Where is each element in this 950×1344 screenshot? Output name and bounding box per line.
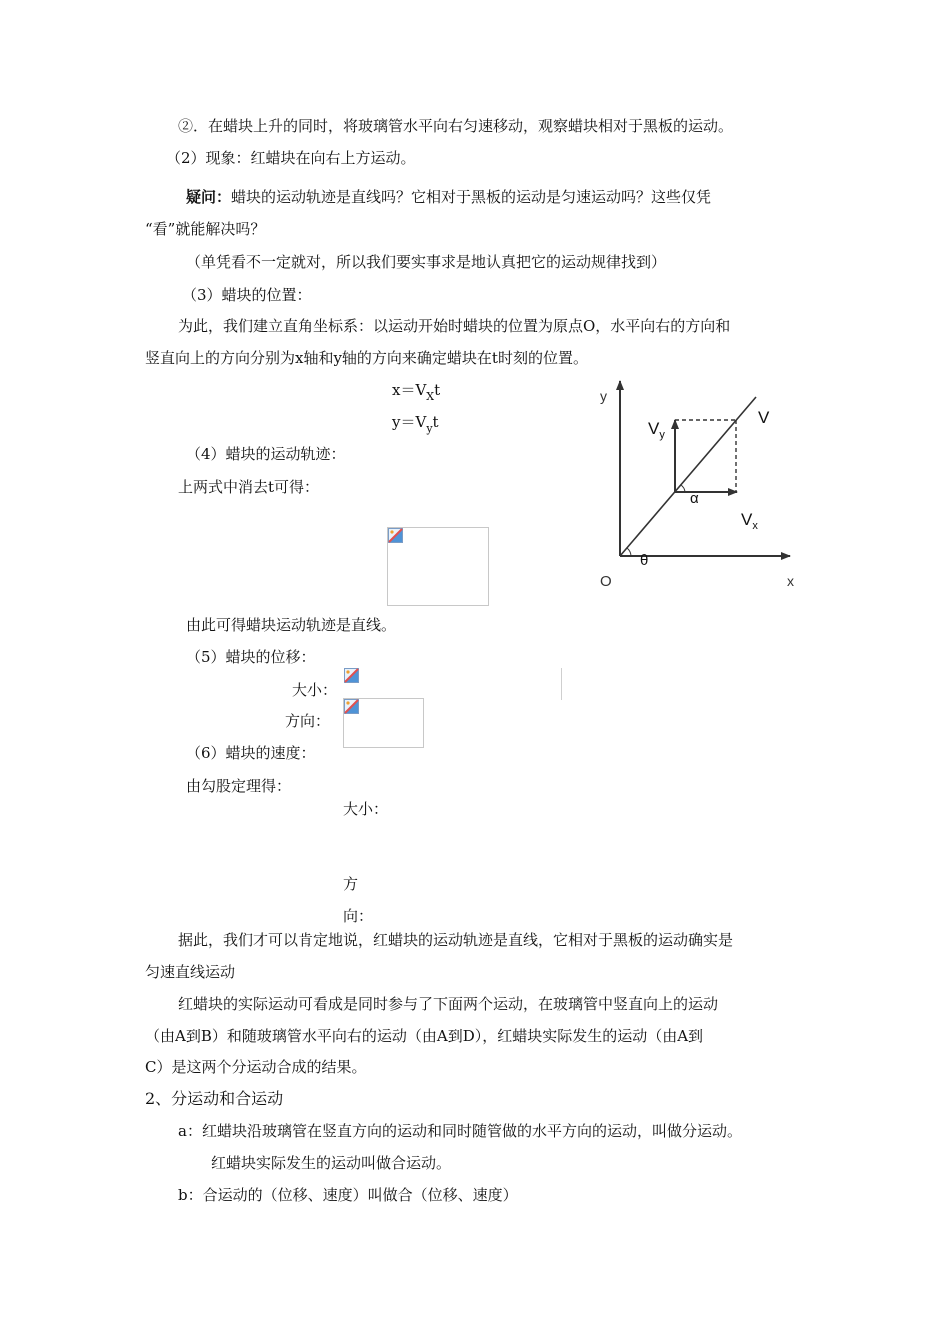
text-line: 为此，我们建立直角坐标系：以运动开始时蜡块的位置为原点O，水平向右的方向和 xyxy=(178,317,731,335)
label-direction-part: 向： xyxy=(343,907,374,925)
text-line: （由A到B）和随玻璃管水平向右的运动（由A到D），红蜡块实际发生的运动（由A到 xyxy=(145,1027,704,1045)
label-direction: 方向： xyxy=(285,712,331,730)
text-line: 由勾股定理得： xyxy=(186,777,292,795)
text-line: b：合运动的（位移、速度）叫做合（位移、速度） xyxy=(178,1186,518,1204)
text-line: 竖直向上的方向分别为x轴和y轴的方向来确定蜡块在t时刻的位置。 xyxy=(145,349,588,367)
text-line: 红蜡块的实际运动可看成是同时参与了下面两个运动，在玻璃管中竖直向上的运动 xyxy=(178,995,719,1013)
alpha-label: α xyxy=(690,490,699,507)
broken-image-icon xyxy=(344,668,359,683)
question-text: 蜡块的运动轨迹是直线吗？它相对于黑板的运动是匀速运动吗？这些仅凭 xyxy=(231,188,712,206)
text-line: 匀速直线运动 xyxy=(145,963,236,981)
equation-x: $x=V_Xt$ xyxy=(392,381,441,403)
vx-label: $V_x$ xyxy=(741,510,758,532)
vy-label: $V_y$ xyxy=(648,419,665,441)
velocity-diagram xyxy=(590,375,805,595)
text-line: 据此，我们才可以肯定地说，红蜡块的运动轨迹是直线，它相对于黑板的运动确实是 xyxy=(178,931,734,949)
text-line: 由此可得蜡块运动轨迹是直线。 xyxy=(186,616,397,634)
v-label: V xyxy=(758,408,770,427)
broken-image-icon xyxy=(344,699,359,714)
text-line: “看”就能解决吗？ xyxy=(145,220,266,238)
label-magnitude: 大小： xyxy=(343,800,389,818)
origin-label: O xyxy=(600,573,612,590)
divider xyxy=(561,668,562,700)
theta-label: θ xyxy=(640,552,649,569)
section-heading: （6）蜡块的速度： xyxy=(186,744,316,762)
text-line: a：红蜡块沿玻璃管在竖直方向的运动和同时随管做的水平方向的运动，叫做分运动。 xyxy=(178,1122,742,1140)
text-line: （单凭看不一定就对，所以我们要实事求是地认真把它的运动规律找到） xyxy=(186,253,667,271)
section-heading: 2、分运动和合运动 xyxy=(145,1089,284,1108)
equation-y: $y=V_yt$ xyxy=(392,413,439,435)
alpha-arc xyxy=(681,485,685,492)
x-axis-label: x xyxy=(787,573,794,589)
section-heading: （3）蜡块的位置： xyxy=(182,286,312,304)
section-heading: （4）蜡块的运动轨迹： xyxy=(186,445,346,463)
question-label: 疑问： xyxy=(186,188,232,206)
label-magnitude: 大小： xyxy=(292,681,338,699)
broken-image-icon xyxy=(388,528,403,543)
text-line: C）是这两个分运动合成的结果。 xyxy=(145,1058,367,1076)
text-line: 红蜡块实际发生的运动叫做合运动。 xyxy=(211,1154,452,1172)
question-line xyxy=(186,187,711,207)
text-line: 上两式中消去t可得： xyxy=(178,478,320,496)
text-line: （2）现象：红蜡块在向右上方运动。 xyxy=(166,149,416,167)
text-line: ②．在蜡块上升的同时，将玻璃管水平向右匀速移动，观察蜡块相对于黑板的运动。 xyxy=(178,117,734,135)
label-direction-part: 方 xyxy=(343,875,359,893)
section-heading: （5）蜡块的位移： xyxy=(186,648,316,666)
theta-arc xyxy=(627,548,631,556)
y-axis-label: y xyxy=(600,388,607,404)
